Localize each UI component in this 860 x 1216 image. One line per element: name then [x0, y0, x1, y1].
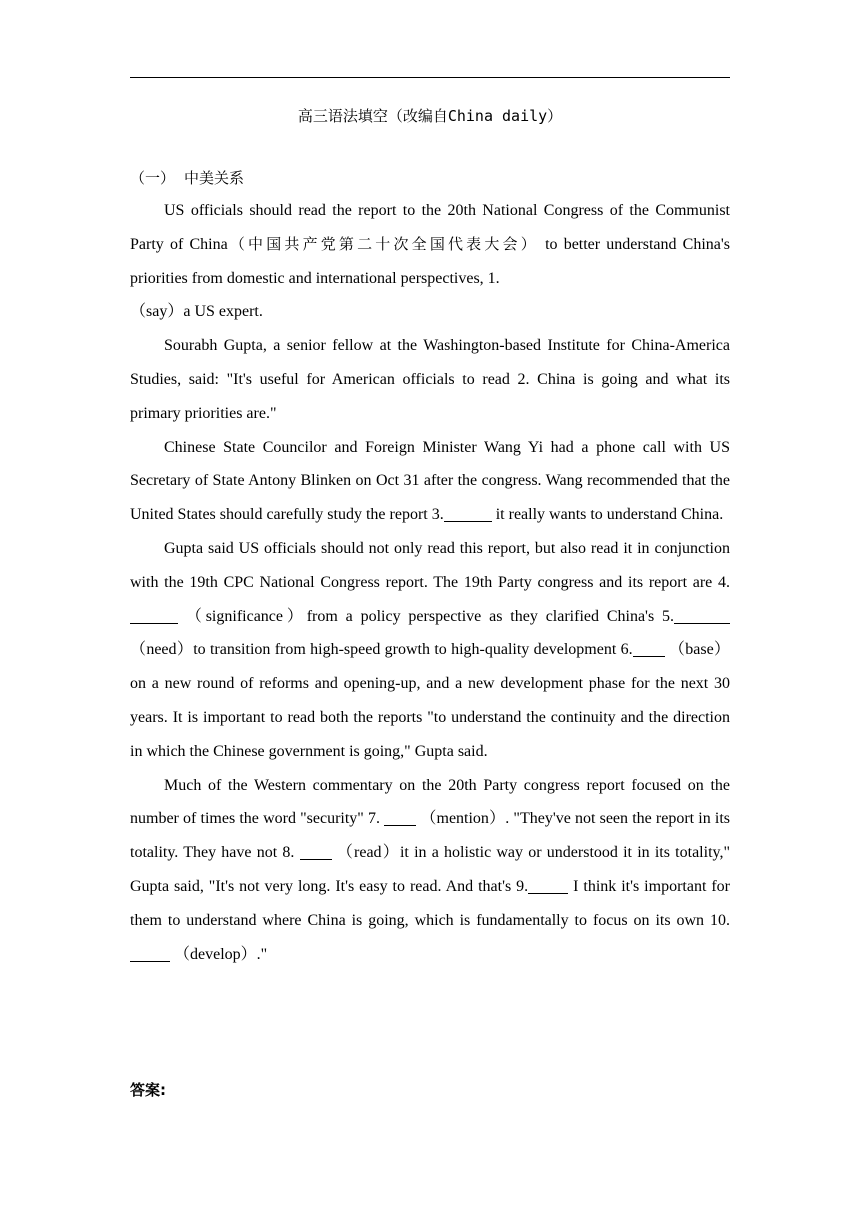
paragraph-1: [130, 194, 730, 329]
paragraph-4: [130, 532, 730, 769]
passage: [130, 194, 730, 971]
p1-text-a: US officials should read the report to the 20th National Congress of the Communist Party of China: [130, 202, 730, 253]
blank-3[interactable]: [444, 505, 492, 522]
p3-text-b: it really wants to understand China.: [491, 506, 724, 524]
hint-10: （develop）: [174, 945, 257, 963]
p2-text-b: China is going and what its primary priorities are.": [130, 370, 731, 422]
hint-5: （need）: [130, 641, 194, 659]
p5-text-d: I think it's important for them to understand where China is going, which is fundamentally to focus on its own 10.: [130, 877, 731, 929]
blank-5[interactable]: [674, 607, 730, 624]
p4-text-a: Gupta said US officials should not only read this report, but also read it in conjunction with the 19th CPC National Congress report. The 19th Party congress and its report are 4.: [130, 539, 730, 591]
p1-chinese-gloss: （中国共产党第二十次全国代表大会）: [227, 234, 539, 253]
p5-text-e: .": [256, 945, 268, 963]
blank-8[interactable]: [300, 843, 332, 860]
hint-1: （say）: [130, 303, 184, 321]
header-rule: [130, 77, 730, 78]
p2-text-a: Sourabh Gupta, a senior fellow at the Washington-based Institute for China-America Studies, said: "It's useful for American officials to read 2.: [130, 337, 730, 388]
paragraph-2: [130, 329, 730, 430]
p1-text-c: a US expert.: [183, 303, 263, 321]
blank-4[interactable]: [130, 607, 178, 624]
p4-text-b: from a policy perspective as they clarified China's 5.: [306, 607, 675, 625]
section-heading: （一） 中美关系: [130, 169, 245, 187]
answer-label: 答案:: [130, 1081, 166, 1099]
p5-text-c: it in a holistic way or understood it in its totality," Gupta said, "It's not very long. It's easy to read. And that's 9.: [130, 844, 731, 895]
hint-8: （read）: [336, 844, 400, 862]
p1-text-b: to better understand China's priorities from domestic and international perspectives, 1.: [130, 235, 730, 287]
paragraph-3: [130, 431, 730, 532]
hint-7: （mention）: [420, 810, 506, 828]
p4-text-d: on a new round of reforms and opening-up, and a new development phase for the next 30 years. It is important to read both the reports "to understand the continuity and the direction in which the Chinese government is going," Gupta said.: [130, 675, 730, 760]
hint-6: （base）: [668, 641, 730, 659]
p3-text-a: Chinese State Councilor and Foreign Minister Wang Yi had a phone call with US Secretary of State Antony Blinken on Oct 31 after the congress. Wang recommended that the United States should carefully study the report 3.: [130, 438, 730, 524]
hint-4: （significance）: [185, 607, 307, 625]
p5-text-a: Much of the Western commentary on the 20th Party congress report focused on the number of times the word "security" 7.: [130, 776, 730, 828]
blank-9[interactable]: [528, 877, 568, 894]
p5-text-b: . "They've not seen the report in its totality. They have not 8.: [130, 810, 730, 862]
paragraph-5: [130, 769, 730, 972]
p4-text-c: to transition from high-speed growth to high-quality development 6.: [193, 641, 633, 659]
blank-6[interactable]: [633, 640, 665, 657]
blank-10[interactable]: [130, 945, 170, 962]
blank-7[interactable]: [384, 809, 416, 826]
document-title: 高三语法填空（改编自China daily）: [297, 107, 563, 125]
